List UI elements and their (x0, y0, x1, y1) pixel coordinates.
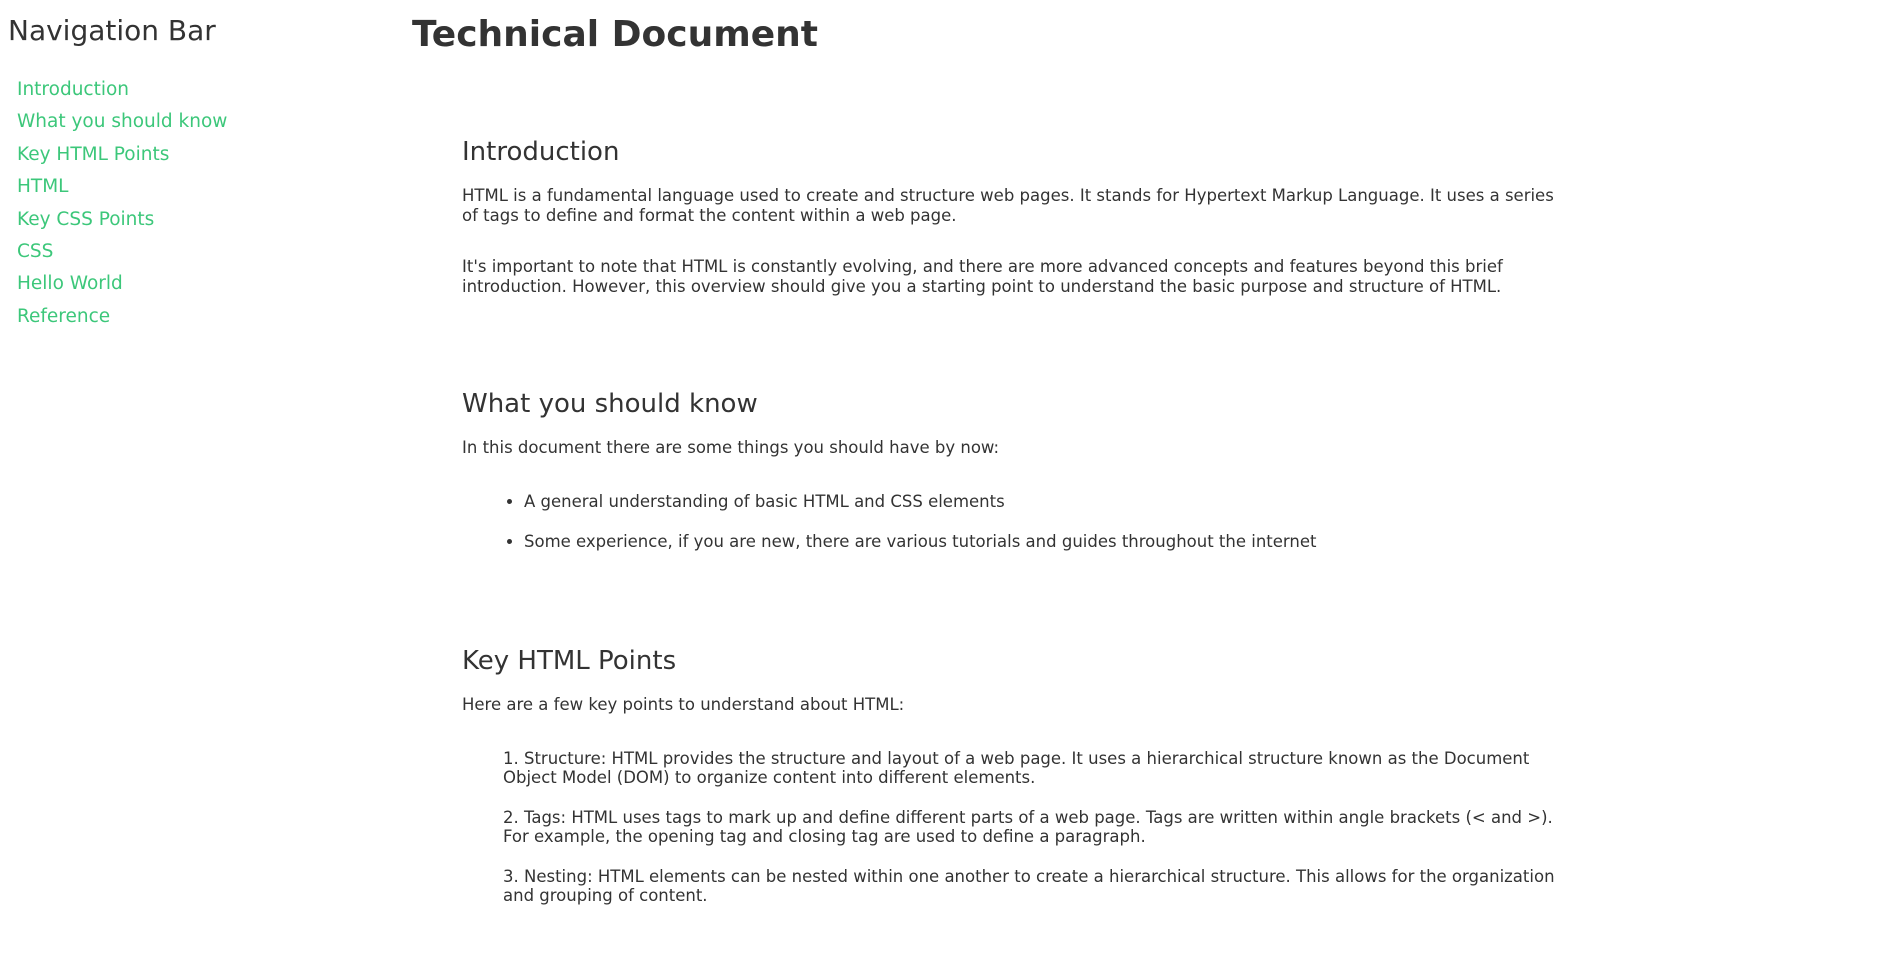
nav-title: Navigation Bar (8, 14, 216, 47)
nav-link-html[interactable]: HTML (17, 176, 69, 198)
section-heading-introduction: Introduction (462, 137, 620, 167)
nav-link-introduction[interactable]: Introduction (17, 79, 130, 100)
requirements-list (462, 492, 1572, 552)
nav-link-reference[interactable]: Reference (17, 305, 111, 327)
section-heading-key-html-points: Key HTML Points (462, 646, 677, 676)
nav-link-key-css-points[interactable]: Key CSS Points (17, 208, 155, 230)
page-title: Technical Document (412, 14, 818, 55)
section-key-html-points (462, 646, 1572, 906)
nav-link-hello-world[interactable]: Hello World (17, 273, 123, 295)
nav-item (17, 236, 227, 268)
nav-item (17, 106, 227, 138)
nav-item (17, 301, 227, 333)
nav-item (17, 139, 227, 171)
section-what-you-should-know (462, 389, 1572, 552)
list-item: • A general understanding of basic HTML and CSS elements (524, 492, 1572, 512)
section-introduction (462, 137, 1572, 296)
nav-link-what-you-should-know[interactable]: What you should know (17, 111, 228, 133)
intro-paragraph-1: HTML is a fundamental language used to create and structure web pages. It stands for Hypertext Markup Language. It uses a series of tags to define and format the content within a web page. (462, 186, 1554, 225)
nav-item (17, 204, 227, 236)
list-item: 1. Structure: HTML provides the structure and layout of a web page. It uses a hierarchical structure known as the Document Object Model (DOM) to organize content into different elements. (503, 748, 1530, 787)
intro-paragraph-2: It's important to note that HTML is constantly evolving, and there are more advanced concepts and features beyond this brief introduction. However, this overview should give you a starting point to understand the basic purpose and structure of HTML. (462, 257, 1503, 296)
section-heading-what-you-should-know: What you should know (462, 389, 758, 419)
key-html-points-list (462, 749, 1572, 906)
nav-link-key-html-points[interactable]: Key HTML Points (17, 143, 170, 165)
nav-item (17, 268, 227, 300)
list-item: 2. Tags: HTML uses tags to mark up and define different parts of a web page. Tags are written within angle brackets (< and >). For example, the opening tag and closing tag are used to define a paragraph. (503, 807, 1553, 846)
list-item: • Some experience, if you are new, there are various tutorials and guides throughout the internet (524, 532, 1572, 552)
nav-item (17, 171, 227, 203)
nav-link-css[interactable]: CSS (17, 240, 54, 262)
list-item: 3. Nesting: HTML elements can be nested within one another to create a hierarchical structure. This allows for the organization and grouping of content. (503, 866, 1555, 905)
key-html-points-intro: Here are a few key points to understand about HTML: (462, 695, 905, 714)
what-you-should-know-intro: In this document there are some things you should have by now: (462, 438, 1000, 457)
nav-link-list (17, 74, 227, 333)
nav-item (17, 74, 227, 106)
navigation-bar (0, 0, 360, 953)
